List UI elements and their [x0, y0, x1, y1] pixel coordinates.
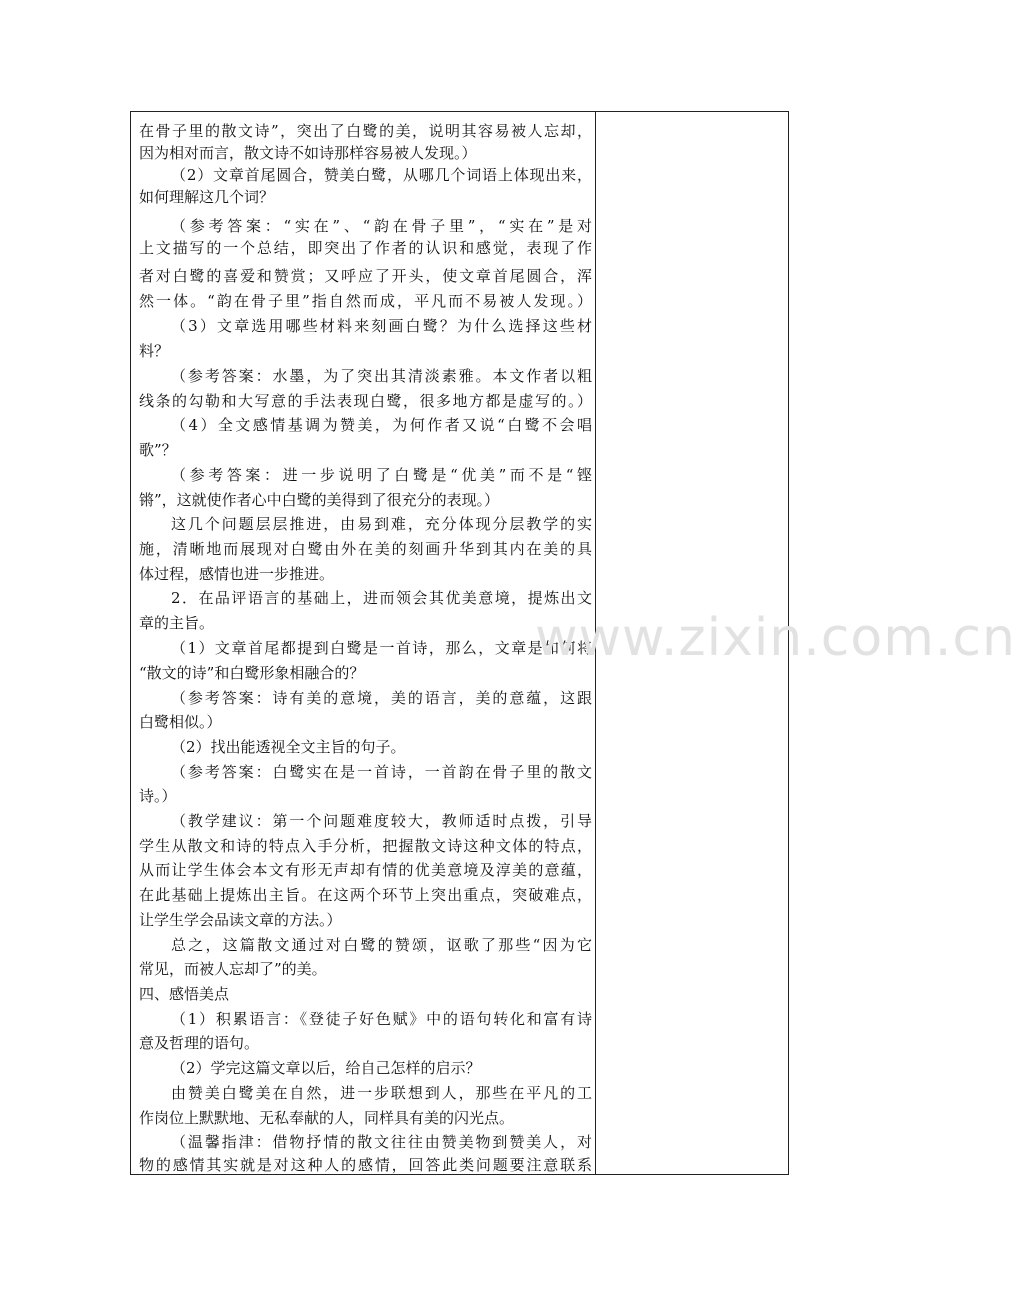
text-line: 体过程，感情也进一步推进。 [139, 565, 335, 583]
text-line: 上文描写的一个总结，即突出了作者的认识和感觉，表现了作 [139, 239, 592, 257]
text-line: 线条的勾勒和大写意的手法表现白鹭，很多地方都是虚写的。） [139, 392, 592, 410]
text-line: （参考答案：“实在”、“韵在骨子里”，“实在”是对 [171, 217, 592, 235]
text-line: 物的感情其实就是对这种人的感情，回答此类问题要注意联系 [139, 1156, 592, 1174]
text-line: 施，清晰地而展现对白鹭由外在美的刻画升华到其内在美的具 [139, 540, 592, 558]
text-line: （温馨指津：借物抒情的散文往往由赞美物到赞美人，对 [171, 1133, 592, 1151]
text-line: 锵”，这就使作者心中白鹭的美得到了很充分的表现。） [139, 491, 500, 509]
text-line: 意及哲理的语句。 [139, 1034, 260, 1052]
text-line: 如何理解这几个词？ [139, 188, 275, 206]
text-line: 料？ [139, 342, 170, 360]
text-line: 章的主旨。 [139, 614, 215, 632]
text-line: 常见，而被人忘却了”的美。 [139, 960, 327, 978]
text-line: 总之，这篇散文通过对白鹭的赞颂，讴歌了那些“因为它 [171, 936, 592, 954]
text-line: 这几个问题层层推进，由易到难，充分体现分层教学的实 [171, 515, 592, 533]
watermark: www.zixin.com.cn [535, 608, 1016, 668]
text-line: （参考答案：白鹭实在是一首诗，一首韵在骨子里的散文 [171, 763, 592, 781]
text-line: 从而让学生体会本文有形无声却有情的优美意境及淳美的意蕴， [139, 861, 592, 879]
text-line: 在此基础上提炼出主旨。在这两个环节上突出重点，突破难点， [139, 886, 592, 904]
text-line: 作岗位上默默地、无私奉献的人，同样具有美的闪光点。 [139, 1109, 515, 1127]
text-line: （参考答案：水墨，为了突出其清淡素雅。本文作者以粗 [171, 367, 592, 385]
document-table [130, 111, 789, 1175]
text-line: 让学生学会品读文章的方法。） [139, 911, 342, 929]
text-line: （1）文章首尾都提到白鹭是一首诗，那么，文章是如何将 [171, 639, 592, 657]
text-line: 2．在品评语言的基础上，进而领会其优美意境，提炼出文 [171, 589, 592, 607]
text-line: （4）全文感情基调为赞美，为何作者又说“白鹭不会唱 [171, 416, 592, 434]
text-line: 者对白鹭的喜爱和赞赏；又呼应了开头，使文章首尾圆合，浑 [139, 267, 592, 285]
text-line: （参考答案：进一步说明了白鹭是“优美”而不是“铿 [171, 466, 592, 484]
text-line: 歌”？ [139, 441, 177, 459]
text-line: 白鹭相似。） [139, 713, 222, 731]
notes-cell [596, 112, 788, 1174]
text-line: （2）学完这篇文章以后，给自己怎样的启示？ [171, 1059, 481, 1077]
text-line: （2）找出能透视全文主旨的句子。 [171, 738, 406, 756]
text-line: （2）文章首尾圆合，赞美白鹭，从哪几个词语上体现出来， [171, 166, 592, 184]
text-line: （3）文章选用哪些材料来刻画白鹭？为什么选择这些材 [171, 317, 592, 335]
text-line: 学生从散文和诗的特点入手分析，把握散文诗这种文体的特点， [139, 837, 592, 855]
lesson-text-cell [139, 112, 592, 1174]
text-line: “散文的诗”和白鹭形象相融合的？ [139, 664, 365, 682]
text-line: （1）积累语言：《登徒子好色赋》中的语句转化和富有诗 [171, 1010, 592, 1028]
text-line: 诗。） [139, 787, 177, 805]
text-line: （教学建议：第一个问题难度较大，教师适时点拨，引导 [171, 812, 592, 830]
text-line: 在骨子里的散文诗”，突出了白鹭的美，说明其容易被人忘却， [139, 122, 592, 140]
text-line: 因为相对而言，散文诗不如诗那样容易被人发现。） [139, 144, 477, 162]
text-line: 由赞美白鹭美在自然，进一步联想到人，那些在平凡的工 [171, 1084, 592, 1102]
text-line: （参考答案：诗有美的意境，美的语言，美的意蕴，这跟 [171, 689, 592, 707]
text-line: 四、感悟美点 [139, 985, 230, 1003]
text-line: 然一体。“韵在骨子里”指自然而成，平凡而不易被人发现。） [139, 292, 592, 310]
